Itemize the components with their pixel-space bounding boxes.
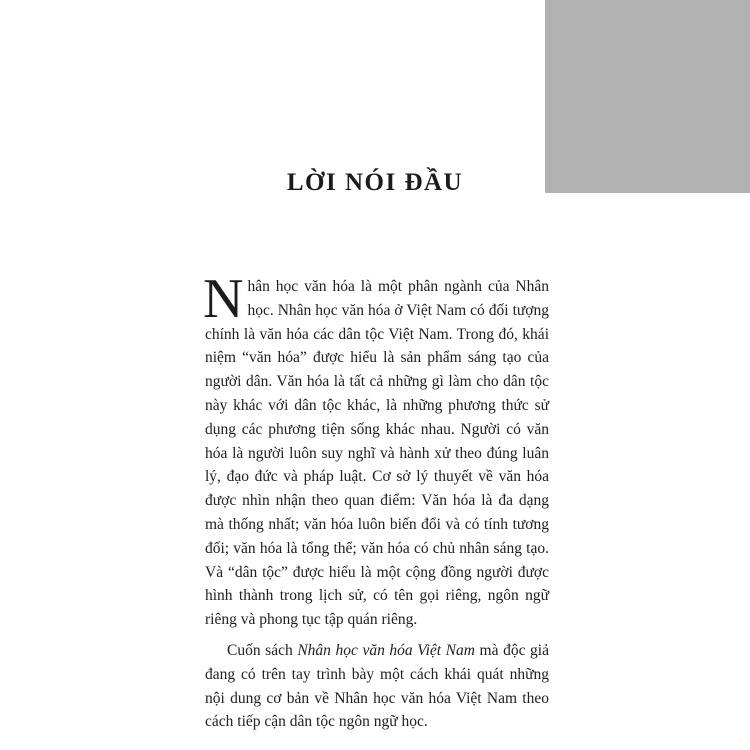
- paragraph-1-text: hân học văn hóa là một phân ngành của Nhân học. Nhân học văn hóa ở Việt Nam có đối tượng chính là văn hóa các dân tộc Việt Nam. Trong đó, khái niệm “văn hóa” được hiểu là sản phẩm sáng tạo của người dân. Văn hóa là tất cả những gì làm cho dân tộc này khác với dân tộc khác, là những phương thức sử dụng các phương tiện sống khác nhau. Người có văn hóa là người luôn suy nghĩ và hành xử theo đúng luân lý, đạo đức và pháp luật. Cơ sở lý thuyết về văn hóa được nhìn nhận theo quan điểm: Văn hóa là đa dạng mà thống nhất; văn hóa luôn biến đổi và có tính tương đối; văn hóa là tổng thể; văn hóa có chủ nhân sáng tạo. Và “dân tộc” được hiểu là một cộng đồng người được hình thành trong lịch sử, có tên gọi riêng, ngôn ngữ riêng và phong tục tập quán riêng.: [205, 278, 549, 629]
- paragraph-2-suffix: mà độc giả đang có trên tay trình bày một cách khái quát những nội dung cơ bản về Nhân học văn hóa Việt Nam theo cách tiếp cận dân tộc ngôn ngữ học.: [205, 641, 549, 731]
- paragraph-2: [205, 639, 549, 734]
- paragraph-2-prefix: Cuốn sách: [227, 641, 298, 659]
- drop-cap: N: [203, 268, 244, 330]
- body-text: [203, 268, 549, 734]
- gray-side-tab: [545, 0, 750, 193]
- page-title: LỜI NÓI ĐẦU: [286, 169, 464, 196]
- book-title-italic: Nhân học văn hóa Việt Nam: [297, 641, 475, 659]
- paragraph-1: [203, 268, 549, 632]
